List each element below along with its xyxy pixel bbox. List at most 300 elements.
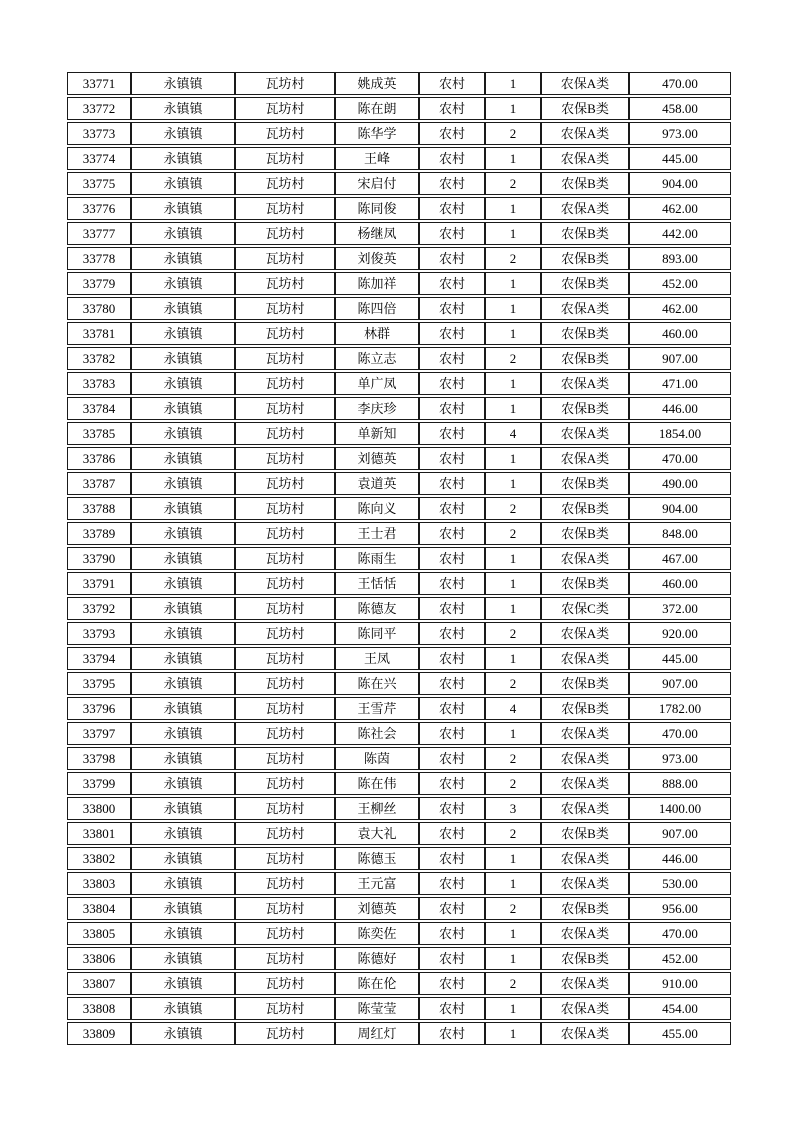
cell-name: 陈同平	[335, 622, 419, 645]
cell-amount: 1854.00	[629, 422, 731, 445]
cell-insurance_type: 农保A类	[541, 297, 629, 320]
cell-village: 瓦坊村	[235, 797, 335, 820]
cell-serial: 33792	[67, 597, 131, 620]
cell-serial: 33800	[67, 797, 131, 820]
cell-persons: 4	[485, 422, 541, 445]
cell-town: 永镇镇	[131, 172, 235, 195]
cell-residence: 农村	[419, 1022, 485, 1045]
cell-village: 瓦坊村	[235, 197, 335, 220]
cell-name: 陈莹莹	[335, 997, 419, 1020]
cell-town: 永镇镇	[131, 372, 235, 395]
cell-town: 永镇镇	[131, 472, 235, 495]
cell-insurance_type: 农保B类	[541, 522, 629, 545]
table-row	[67, 447, 731, 470]
cell-serial: 33791	[67, 572, 131, 595]
cell-town: 永镇镇	[131, 347, 235, 370]
cell-persons: 2	[485, 772, 541, 795]
cell-village: 瓦坊村	[235, 397, 335, 420]
cell-village: 瓦坊村	[235, 372, 335, 395]
cell-persons: 2	[485, 672, 541, 695]
cell-persons: 2	[485, 622, 541, 645]
cell-amount: 458.00	[629, 97, 731, 120]
subsidy-table	[67, 70, 731, 1047]
cell-village: 瓦坊村	[235, 847, 335, 870]
cell-residence: 农村	[419, 147, 485, 170]
cell-serial: 33804	[67, 897, 131, 920]
cell-amount: 460.00	[629, 322, 731, 345]
cell-residence: 农村	[419, 897, 485, 920]
cell-insurance_type: 农保A类	[541, 847, 629, 870]
cell-persons: 2	[485, 347, 541, 370]
cell-amount: 907.00	[629, 672, 731, 695]
cell-insurance_type: 农保C类	[541, 597, 629, 620]
cell-town: 永镇镇	[131, 747, 235, 770]
cell-serial: 33790	[67, 547, 131, 570]
cell-residence: 农村	[419, 272, 485, 295]
cell-name: 单新知	[335, 422, 419, 445]
cell-serial: 33803	[67, 872, 131, 895]
cell-village: 瓦坊村	[235, 747, 335, 770]
cell-residence: 农村	[419, 122, 485, 145]
cell-village: 瓦坊村	[235, 472, 335, 495]
cell-village: 瓦坊村	[235, 122, 335, 145]
cell-persons: 2	[485, 897, 541, 920]
cell-serial: 33779	[67, 272, 131, 295]
cell-residence: 农村	[419, 747, 485, 770]
cell-name: 单广凤	[335, 372, 419, 395]
cell-town: 永镇镇	[131, 422, 235, 445]
cell-serial: 33799	[67, 772, 131, 795]
cell-town: 永镇镇	[131, 222, 235, 245]
cell-amount: 904.00	[629, 172, 731, 195]
cell-insurance_type: 农保A类	[541, 747, 629, 770]
table-row	[67, 422, 731, 445]
table-row	[67, 872, 731, 895]
cell-insurance_type: 农保B类	[541, 247, 629, 270]
cell-residence: 农村	[419, 972, 485, 995]
cell-village: 瓦坊村	[235, 872, 335, 895]
cell-residence: 农村	[419, 322, 485, 345]
cell-serial: 33776	[67, 197, 131, 220]
cell-residence: 农村	[419, 572, 485, 595]
cell-persons: 2	[485, 247, 541, 270]
cell-serial: 33775	[67, 172, 131, 195]
cell-persons: 2	[485, 972, 541, 995]
cell-town: 永镇镇	[131, 647, 235, 670]
cell-serial: 33778	[67, 247, 131, 270]
cell-name: 陈加祥	[335, 272, 419, 295]
cell-persons: 1	[485, 297, 541, 320]
cell-serial: 33802	[67, 847, 131, 870]
cell-persons: 2	[485, 497, 541, 520]
cell-name: 陈德玉	[335, 847, 419, 870]
cell-amount: 442.00	[629, 222, 731, 245]
cell-village: 瓦坊村	[235, 322, 335, 345]
cell-village: 瓦坊村	[235, 247, 335, 270]
cell-insurance_type: 农保B类	[541, 272, 629, 295]
cell-insurance_type: 农保B类	[541, 172, 629, 195]
cell-town: 永镇镇	[131, 772, 235, 795]
cell-amount: 470.00	[629, 922, 731, 945]
cell-serial: 33797	[67, 722, 131, 745]
cell-town: 永镇镇	[131, 522, 235, 545]
table-row	[67, 222, 731, 245]
cell-serial: 33772	[67, 97, 131, 120]
cell-amount: 470.00	[629, 722, 731, 745]
cell-name: 姚成英	[335, 72, 419, 95]
cell-name: 陈在朗	[335, 97, 419, 120]
cell-residence: 农村	[419, 247, 485, 270]
cell-amount: 452.00	[629, 272, 731, 295]
cell-insurance_type: 农保B类	[541, 222, 629, 245]
cell-serial: 33783	[67, 372, 131, 395]
cell-town: 永镇镇	[131, 72, 235, 95]
cell-village: 瓦坊村	[235, 272, 335, 295]
cell-residence: 农村	[419, 622, 485, 645]
cell-town: 永镇镇	[131, 497, 235, 520]
cell-amount: 920.00	[629, 622, 731, 645]
cell-persons: 1	[485, 272, 541, 295]
cell-insurance_type: 农保A类	[541, 422, 629, 445]
table-row	[67, 172, 731, 195]
cell-serial: 33784	[67, 397, 131, 420]
cell-insurance_type: 农保A类	[541, 547, 629, 570]
table-row	[67, 822, 731, 845]
table-row	[67, 897, 731, 920]
cell-amount: 462.00	[629, 297, 731, 320]
cell-insurance_type: 农保B类	[541, 947, 629, 970]
cell-residence: 农村	[419, 72, 485, 95]
cell-persons: 2	[485, 172, 541, 195]
cell-town: 永镇镇	[131, 822, 235, 845]
cell-residence: 农村	[419, 822, 485, 845]
cell-town: 永镇镇	[131, 697, 235, 720]
cell-serial: 33774	[67, 147, 131, 170]
cell-residence: 农村	[419, 922, 485, 945]
cell-serial: 33787	[67, 472, 131, 495]
cell-name: 陈立志	[335, 347, 419, 370]
table-row	[67, 972, 731, 995]
table-row	[67, 372, 731, 395]
cell-name: 陈茵	[335, 747, 419, 770]
cell-amount: 455.00	[629, 1022, 731, 1045]
table-row	[67, 197, 731, 220]
cell-residence: 农村	[419, 872, 485, 895]
cell-town: 永镇镇	[131, 97, 235, 120]
cell-residence: 农村	[419, 672, 485, 695]
cell-insurance_type: 农保B类	[541, 97, 629, 120]
cell-persons: 1	[485, 722, 541, 745]
cell-insurance_type: 农保A类	[541, 972, 629, 995]
cell-persons: 1	[485, 147, 541, 170]
cell-name: 杨继凤	[335, 222, 419, 245]
cell-serial: 33789	[67, 522, 131, 545]
cell-persons: 2	[485, 522, 541, 545]
cell-town: 永镇镇	[131, 272, 235, 295]
cell-persons: 1	[485, 947, 541, 970]
cell-amount: 907.00	[629, 822, 731, 845]
cell-name: 李庆珍	[335, 397, 419, 420]
table-row	[67, 697, 731, 720]
cell-town: 永镇镇	[131, 447, 235, 470]
cell-residence: 农村	[419, 472, 485, 495]
cell-village: 瓦坊村	[235, 622, 335, 645]
table-row	[67, 572, 731, 595]
cell-persons: 1	[485, 572, 541, 595]
cell-residence: 农村	[419, 222, 485, 245]
table-row	[67, 922, 731, 945]
table-row	[67, 272, 731, 295]
cell-persons: 2	[485, 122, 541, 145]
cell-serial: 33771	[67, 72, 131, 95]
cell-residence: 农村	[419, 697, 485, 720]
cell-persons: 1	[485, 597, 541, 620]
cell-serial: 33805	[67, 922, 131, 945]
cell-name: 陈在伦	[335, 972, 419, 995]
cell-amount: 490.00	[629, 472, 731, 495]
cell-village: 瓦坊村	[235, 997, 335, 1020]
cell-name: 陈向义	[335, 497, 419, 520]
cell-serial: 33806	[67, 947, 131, 970]
cell-persons: 1	[485, 197, 541, 220]
cell-town: 永镇镇	[131, 297, 235, 320]
cell-insurance_type: 农保A类	[541, 772, 629, 795]
cell-amount: 446.00	[629, 847, 731, 870]
cell-town: 永镇镇	[131, 1022, 235, 1045]
cell-village: 瓦坊村	[235, 497, 335, 520]
cell-town: 永镇镇	[131, 797, 235, 820]
cell-name: 陈奕佐	[335, 922, 419, 945]
cell-serial: 33801	[67, 822, 131, 845]
cell-serial: 33808	[67, 997, 131, 1020]
cell-serial: 33777	[67, 222, 131, 245]
cell-amount: 462.00	[629, 197, 731, 220]
cell-name: 陈在伟	[335, 772, 419, 795]
cell-residence: 农村	[419, 722, 485, 745]
cell-town: 永镇镇	[131, 622, 235, 645]
cell-residence: 农村	[419, 772, 485, 795]
cell-name: 周红灯	[335, 1022, 419, 1045]
cell-name: 陈德好	[335, 947, 419, 970]
cell-residence: 农村	[419, 197, 485, 220]
cell-insurance_type: 农保B类	[541, 322, 629, 345]
table-row	[67, 147, 731, 170]
cell-insurance_type: 农保A类	[541, 72, 629, 95]
cell-amount: 904.00	[629, 497, 731, 520]
cell-serial: 33807	[67, 972, 131, 995]
cell-residence: 农村	[419, 172, 485, 195]
cell-amount: 452.00	[629, 947, 731, 970]
cell-amount: 454.00	[629, 997, 731, 1020]
cell-town: 永镇镇	[131, 397, 235, 420]
cell-serial: 33794	[67, 647, 131, 670]
cell-town: 永镇镇	[131, 997, 235, 1020]
cell-persons: 4	[485, 697, 541, 720]
cell-village: 瓦坊村	[235, 1022, 335, 1045]
cell-name: 宋启付	[335, 172, 419, 195]
cell-persons: 1	[485, 447, 541, 470]
cell-village: 瓦坊村	[235, 172, 335, 195]
cell-name: 陈德友	[335, 597, 419, 620]
cell-serial: 33795	[67, 672, 131, 695]
cell-insurance_type: 农保A类	[541, 447, 629, 470]
cell-town: 永镇镇	[131, 597, 235, 620]
cell-amount: 910.00	[629, 972, 731, 995]
table-row	[67, 322, 731, 345]
cell-amount: 470.00	[629, 447, 731, 470]
cell-residence: 农村	[419, 547, 485, 570]
cell-insurance_type: 农保A类	[541, 622, 629, 645]
cell-persons: 1	[485, 847, 541, 870]
cell-residence: 农村	[419, 647, 485, 670]
cell-town: 永镇镇	[131, 922, 235, 945]
cell-persons: 1	[485, 97, 541, 120]
cell-village: 瓦坊村	[235, 772, 335, 795]
cell-town: 永镇镇	[131, 572, 235, 595]
cell-serial: 33793	[67, 622, 131, 645]
cell-amount: 848.00	[629, 522, 731, 545]
cell-amount: 460.00	[629, 572, 731, 595]
cell-town: 永镇镇	[131, 897, 235, 920]
cell-serial: 33796	[67, 697, 131, 720]
cell-village: 瓦坊村	[235, 822, 335, 845]
table-row	[67, 72, 731, 95]
cell-village: 瓦坊村	[235, 647, 335, 670]
cell-residence: 农村	[419, 947, 485, 970]
table-row	[67, 947, 731, 970]
cell-name: 王元富	[335, 872, 419, 895]
cell-town: 永镇镇	[131, 147, 235, 170]
cell-village: 瓦坊村	[235, 722, 335, 745]
table-row	[67, 747, 731, 770]
cell-insurance_type: 农保B类	[541, 897, 629, 920]
cell-village: 瓦坊村	[235, 572, 335, 595]
table-row	[67, 672, 731, 695]
cell-serial: 33786	[67, 447, 131, 470]
cell-amount: 973.00	[629, 122, 731, 145]
cell-amount: 470.00	[629, 72, 731, 95]
cell-persons: 1	[485, 997, 541, 1020]
cell-village: 瓦坊村	[235, 597, 335, 620]
cell-town: 永镇镇	[131, 847, 235, 870]
table-row	[67, 472, 731, 495]
cell-name: 王雪芹	[335, 697, 419, 720]
cell-amount: 446.00	[629, 397, 731, 420]
table-row	[67, 597, 731, 620]
cell-village: 瓦坊村	[235, 522, 335, 545]
cell-amount: 1782.00	[629, 697, 731, 720]
cell-insurance_type: 农保A类	[541, 372, 629, 395]
cell-village: 瓦坊村	[235, 922, 335, 945]
cell-name: 刘德英	[335, 897, 419, 920]
cell-town: 永镇镇	[131, 722, 235, 745]
cell-residence: 农村	[419, 347, 485, 370]
cell-amount: 888.00	[629, 772, 731, 795]
cell-persons: 1	[485, 922, 541, 945]
table-row	[67, 847, 731, 870]
cell-amount: 956.00	[629, 897, 731, 920]
cell-persons: 2	[485, 747, 541, 770]
cell-residence: 农村	[419, 447, 485, 470]
table-row	[67, 1022, 731, 1045]
cell-serial: 33780	[67, 297, 131, 320]
cell-amount: 445.00	[629, 147, 731, 170]
cell-amount: 893.00	[629, 247, 731, 270]
cell-name: 陈华学	[335, 122, 419, 145]
cell-town: 永镇镇	[131, 672, 235, 695]
table-row	[67, 797, 731, 820]
cell-insurance_type: 农保B类	[541, 572, 629, 595]
cell-village: 瓦坊村	[235, 422, 335, 445]
cell-name: 陈雨生	[335, 547, 419, 570]
cell-residence: 农村	[419, 597, 485, 620]
table-row	[67, 497, 731, 520]
cell-insurance_type: 农保B类	[541, 672, 629, 695]
cell-persons: 1	[485, 647, 541, 670]
cell-village: 瓦坊村	[235, 72, 335, 95]
cell-insurance_type: 农保A类	[541, 872, 629, 895]
cell-residence: 农村	[419, 297, 485, 320]
cell-insurance_type: 农保A类	[541, 997, 629, 1020]
cell-insurance_type: 农保A类	[541, 722, 629, 745]
cell-village: 瓦坊村	[235, 947, 335, 970]
cell-insurance_type: 农保A类	[541, 797, 629, 820]
cell-residence: 农村	[419, 397, 485, 420]
cell-insurance_type: 农保B类	[541, 497, 629, 520]
cell-persons: 1	[485, 372, 541, 395]
cell-serial: 33781	[67, 322, 131, 345]
cell-name: 刘德英	[335, 447, 419, 470]
table-row	[67, 547, 731, 570]
cell-serial: 33788	[67, 497, 131, 520]
cell-village: 瓦坊村	[235, 697, 335, 720]
cell-insurance_type: 农保A类	[541, 197, 629, 220]
cell-residence: 农村	[419, 97, 485, 120]
cell-insurance_type: 农保A类	[541, 147, 629, 170]
cell-village: 瓦坊村	[235, 672, 335, 695]
table-row	[67, 97, 731, 120]
cell-persons: 1	[485, 72, 541, 95]
cell-village: 瓦坊村	[235, 147, 335, 170]
cell-amount: 372.00	[629, 597, 731, 620]
cell-town: 永镇镇	[131, 947, 235, 970]
cell-serial: 33785	[67, 422, 131, 445]
cell-village: 瓦坊村	[235, 447, 335, 470]
cell-town: 永镇镇	[131, 547, 235, 570]
cell-insurance_type: 农保A类	[541, 1022, 629, 1045]
cell-serial: 33809	[67, 1022, 131, 1045]
cell-amount: 973.00	[629, 747, 731, 770]
cell-insurance_type: 农保B类	[541, 347, 629, 370]
cell-name: 王恬恬	[335, 572, 419, 595]
cell-residence: 农村	[419, 497, 485, 520]
cell-village: 瓦坊村	[235, 547, 335, 570]
table-row	[67, 347, 731, 370]
cell-name: 王峰	[335, 147, 419, 170]
cell-name: 刘俊英	[335, 247, 419, 270]
cell-amount: 907.00	[629, 347, 731, 370]
cell-insurance_type: 农保A类	[541, 647, 629, 670]
table-row	[67, 397, 731, 420]
cell-persons: 1	[485, 472, 541, 495]
table-row	[67, 622, 731, 645]
cell-town: 永镇镇	[131, 197, 235, 220]
cell-persons: 2	[485, 822, 541, 845]
table-row	[67, 647, 731, 670]
cell-residence: 农村	[419, 522, 485, 545]
table-row	[67, 122, 731, 145]
cell-village: 瓦坊村	[235, 222, 335, 245]
